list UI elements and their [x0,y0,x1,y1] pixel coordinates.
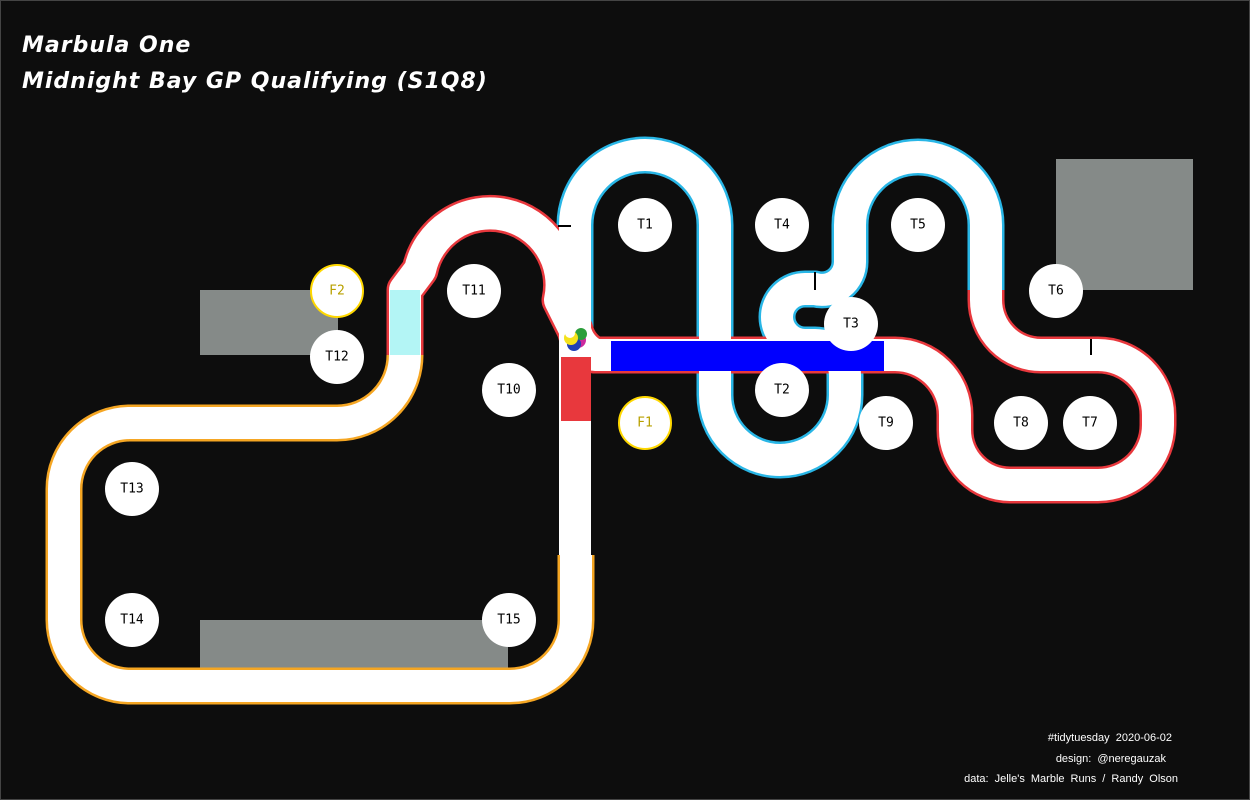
turn-label: T13 [120,481,144,497]
turn-label: T7 [1082,415,1098,431]
start-finish-line [561,357,591,421]
turn-marker-t2 [755,363,809,417]
turn-marker-t13 [105,462,159,516]
turn-label: T3 [843,316,859,332]
grandstand-right [1056,159,1193,290]
credit-data-source: data: Jelle's Marble Runs / Randy Olson [964,773,1178,785]
credit-hashtag: #tidytuesday 2020-06-02 [1047,732,1172,744]
turn-marker-t15 [482,593,536,647]
turn-marker-t4 [755,198,809,252]
turn-marker-t7 [1063,396,1117,450]
turn-marker-t1 [618,198,672,252]
turn-marker-t8 [994,396,1048,450]
feature-marker-f2 [311,265,363,317]
turn-label: T8 [1013,415,1029,431]
feature-label: F2 [329,283,345,299]
turn-label: T6 [1048,283,1064,299]
turn-marker-t3 [824,297,878,351]
turn-marker-t6 [1029,264,1083,318]
turn-label: T15 [497,612,521,628]
turn-marker-t10 [482,363,536,417]
title-line-2: Midnight Bay GP Qualifying (S1Q8) [22,69,488,94]
turn-marker-t5 [891,198,945,252]
feature-label: F1 [637,415,653,431]
turn-marker-t12 [310,330,364,384]
turn-marker-t9 [859,396,913,450]
turn-marker-t11 [447,264,501,318]
turn-label: T9 [878,415,894,431]
turn-label: T1 [637,217,653,233]
feature-marker-f1 [619,397,671,449]
turn-label: T12 [325,349,349,365]
turn-label: T4 [774,217,790,233]
credit-design: design: @neregauzak [1055,753,1166,765]
turn-label: T5 [910,217,926,233]
title-line-1: Marbula One [22,33,192,58]
turn-label: T11 [462,283,486,299]
grandstand-bottom [200,620,508,668]
turn-marker-t14 [105,593,159,647]
pit-entry-marker [390,290,420,355]
turn-label: T14 [120,612,144,628]
turn-label: T10 [497,382,521,398]
turn-label: T2 [774,382,790,398]
track-surface [64,155,1158,686]
